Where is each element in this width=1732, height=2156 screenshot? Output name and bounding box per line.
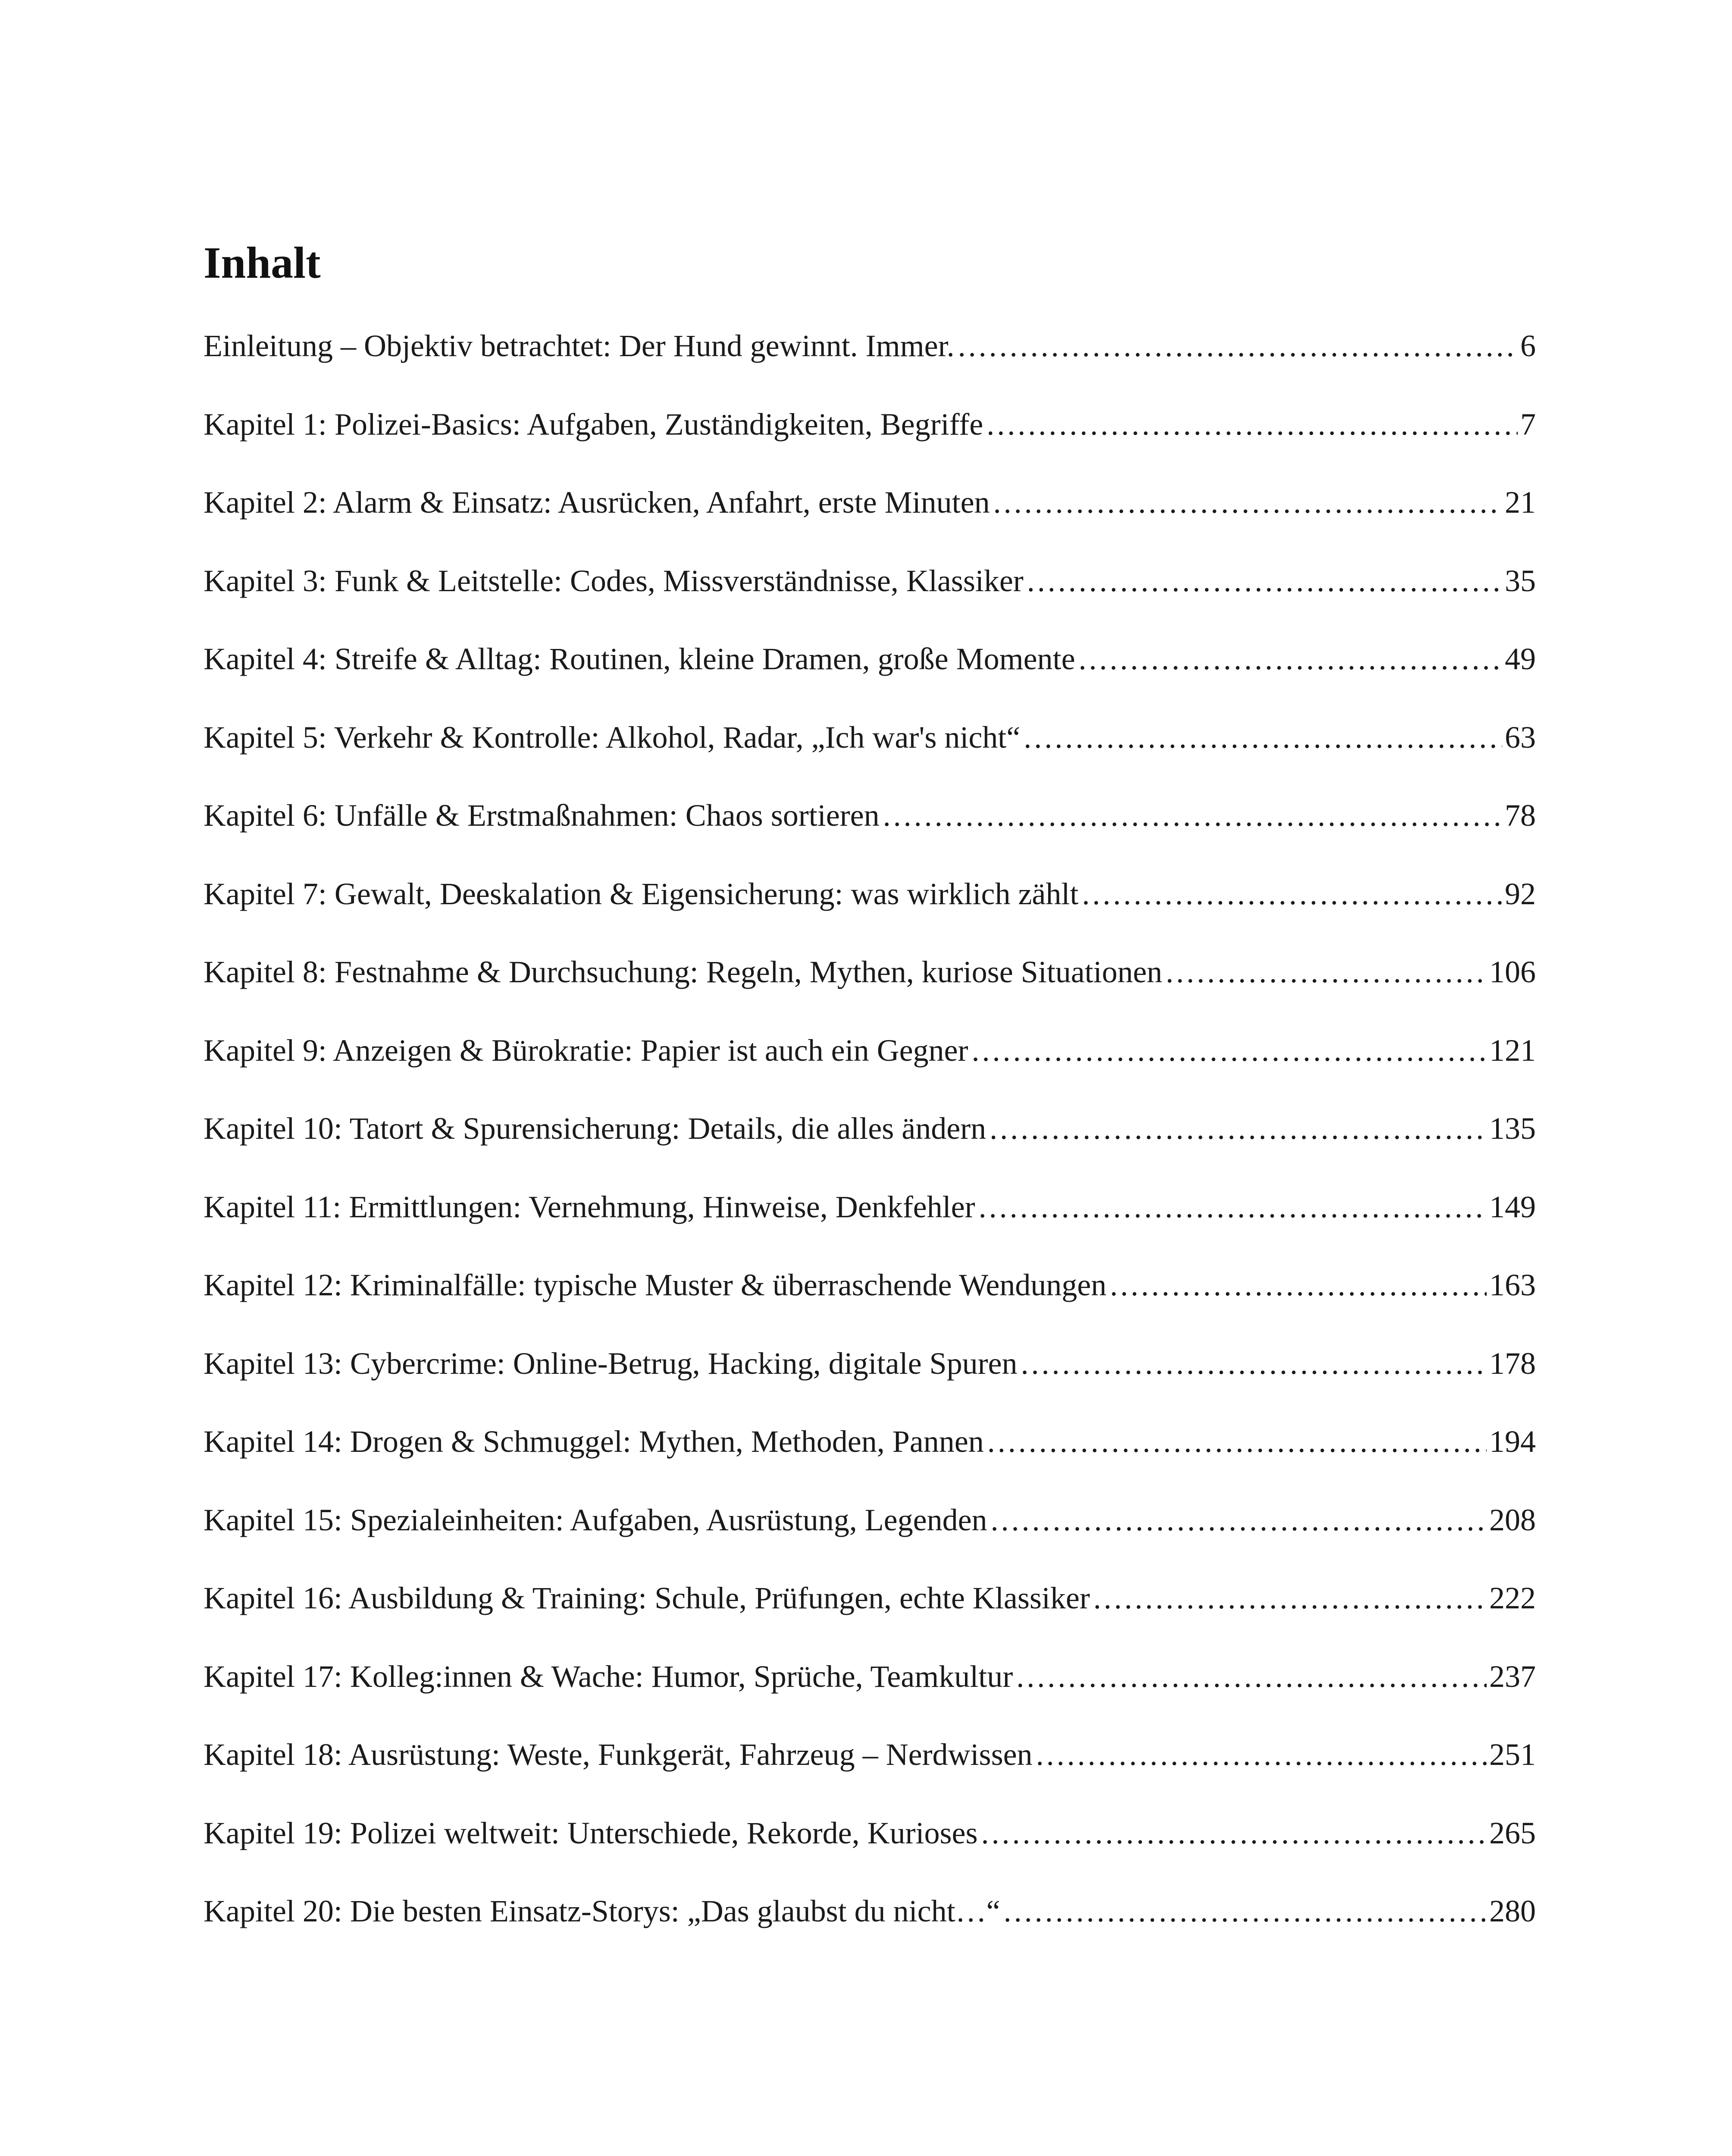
toc-dot-leader: [883, 794, 1502, 837]
toc-entry-page-number: 222: [1489, 1581, 1536, 1615]
toc-dot-leader: [991, 1498, 1487, 1542]
toc-entry-page-number: 92: [1505, 876, 1536, 911]
toc-dot-leader: [1021, 1342, 1487, 1385]
toc-entry-page-number: 35: [1505, 563, 1536, 598]
toc-entry-page-number: 7: [1520, 407, 1536, 442]
toc-entry[interactable]: [204, 872, 1536, 951]
toc-entry[interactable]: [204, 1498, 1536, 1577]
toc-dot-leader: [990, 1107, 1487, 1150]
toc-entry[interactable]: [204, 559, 1536, 638]
toc-entry-label: Kapitel 8: Festnahme & Durchsuchung: Regeln, Mythen, kuriose Situationen: [204, 955, 1162, 989]
toc-entry[interactable]: [204, 637, 1536, 716]
toc-entry-page-number: 251: [1489, 1737, 1536, 1772]
toc-entry[interactable]: [204, 1733, 1536, 1811]
toc-entry[interactable]: [204, 1342, 1536, 1420]
toc-entry-page-number: 280: [1489, 1894, 1536, 1928]
toc-entry-label: Kapitel 9: Anzeigen & Bürokratie: Papier ist auch ein Gegner: [204, 1033, 968, 1068]
toc-entry[interactable]: [204, 950, 1536, 1029]
toc-entry-label: Kapitel 10: Tatort & Spurensicherung: Details, die alles ändern: [204, 1111, 987, 1146]
toc-entry[interactable]: [204, 403, 1536, 481]
toc-entry-label: Kapitel 19: Polizei weltweit: Unterschiede, Rekorde, Kurioses: [204, 1815, 978, 1850]
toc-dot-leader: [958, 324, 1518, 367]
toc-dot-leader: [1027, 559, 1502, 602]
toc-entry-page-number: 6: [1520, 329, 1536, 363]
toc-dot-leader: [1093, 1576, 1487, 1620]
toc-entry[interactable]: [204, 716, 1536, 794]
toc-entry[interactable]: [204, 324, 1536, 403]
toc-entry-label: Kapitel 15: Spezialeinheiten: Aufgaben, Ausrüstung, Legenden: [204, 1502, 987, 1537]
toc-entry-label: Kapitel 3: Funk & Leitstelle: Codes, Missverständnisse, Klassiker: [204, 563, 1024, 598]
toc-entry-page-number: 194: [1489, 1424, 1536, 1459]
toc-dot-leader: [1079, 637, 1502, 680]
toc-entry-page-number: 135: [1489, 1111, 1536, 1146]
toc-entry-page-number: 237: [1489, 1659, 1536, 1694]
toc-dot-leader: [1004, 1890, 1487, 1933]
toc-entry[interactable]: [204, 1107, 1536, 1185]
toc-entry-label: Einleitung – Objektiv betrachtet: Der Hund gewinnt. Immer.: [204, 329, 955, 363]
toc-entry-label: Kapitel 1: Polizei-Basics: Aufgaben, Zuständigkeiten, Begriffe: [204, 407, 983, 442]
toc-entry[interactable]: [204, 1576, 1536, 1655]
toc-entry[interactable]: [204, 1263, 1536, 1342]
toc-entry-label: Kapitel 16: Ausbildung & Training: Schule, Prüfungen, echte Klassiker: [204, 1581, 1090, 1615]
toc-entry-label: Kapitel 13: Cybercrime: Online-Betrug, Hacking, digitale Spuren: [204, 1346, 1018, 1381]
toc-entry-page-number: 121: [1489, 1033, 1536, 1068]
toc-dot-leader: [979, 1185, 1487, 1228]
table-of-contents: [204, 324, 1536, 1968]
toc-entry-label: Kapitel 14: Drogen & Schmuggel: Mythen, Methoden, Pannen: [204, 1424, 984, 1459]
toc-entry[interactable]: [204, 1655, 1536, 1733]
toc-entry-page-number: 78: [1505, 798, 1536, 833]
toc-entry[interactable]: [204, 794, 1536, 872]
toc-entry-label: Kapitel 12: Kriminalfälle: typische Muster & überraschende Wendungen: [204, 1268, 1107, 1302]
toc-dot-leader: [981, 1811, 1487, 1855]
toc-entry-page-number: 63: [1505, 720, 1536, 755]
toc-dot-leader: [987, 1420, 1487, 1463]
toc-entry-label: Kapitel 18: Ausrüstung: Weste, Funkgerät, Fahrzeug – Nerdwissen: [204, 1737, 1033, 1772]
toc-dot-leader: [1166, 950, 1487, 993]
toc-entry-label: Kapitel 5: Verkehr & Kontrolle: Alkohol, Radar, „Ich war's nicht“: [204, 720, 1021, 755]
toc-entry[interactable]: [204, 481, 1536, 559]
toc-entry-page-number: 178: [1489, 1346, 1536, 1381]
toc-dot-leader: [1082, 872, 1502, 915]
toc-entry-page-number: 149: [1489, 1189, 1536, 1224]
toc-dot-leader: [993, 481, 1502, 524]
toc-entry-label: Kapitel 17: Kolleg:innen & Wache: Humor, Sprüche, Teamkultur: [204, 1659, 1013, 1694]
toc-entry-page-number: 49: [1505, 642, 1536, 676]
toc-entry-page-number: 208: [1489, 1502, 1536, 1537]
toc-dot-leader: [971, 1029, 1487, 1072]
toc-heading: Inhalt: [204, 238, 321, 288]
toc-entry[interactable]: [204, 1890, 1536, 1968]
toc-dot-leader: [987, 403, 1518, 446]
toc-entry-label: Kapitel 4: Streife & Alltag: Routinen, kleine Dramen, große Momente: [204, 642, 1075, 676]
toc-entry-label: Kapitel 2: Alarm & Einsatz: Ausrücken, Anfahrt, erste Minuten: [204, 485, 990, 520]
toc-entry-page-number: 21: [1505, 485, 1536, 520]
toc-entry[interactable]: [204, 1420, 1536, 1498]
toc-entry-page-number: 163: [1489, 1268, 1536, 1302]
toc-entry-page-number: 265: [1489, 1815, 1536, 1850]
toc-dot-leader: [1024, 716, 1502, 759]
toc-entry-label: Kapitel 6: Unfälle & Erstmaßnahmen: Chaos sortieren: [204, 798, 880, 833]
toc-entry-label: Kapitel 20: Die besten Einsatz-Storys: „Das glaubst du nicht…“: [204, 1894, 1000, 1928]
toc-entry[interactable]: [204, 1811, 1536, 1890]
toc-entry[interactable]: [204, 1185, 1536, 1264]
toc-entry-label: Kapitel 11: Ermittlungen: Vernehmung, Hinweise, Denkfehler: [204, 1189, 975, 1224]
toc-dot-leader: [1016, 1655, 1487, 1698]
toc-dot-leader: [1110, 1263, 1487, 1307]
toc-dot-leader: [1036, 1733, 1487, 1776]
toc-entry-label: Kapitel 7: Gewalt, Deeskalation & Eigensicherung: was wirklich zählt: [204, 876, 1079, 911]
toc-entry[interactable]: [204, 1029, 1536, 1107]
toc-entry-page-number: 106: [1489, 955, 1536, 989]
